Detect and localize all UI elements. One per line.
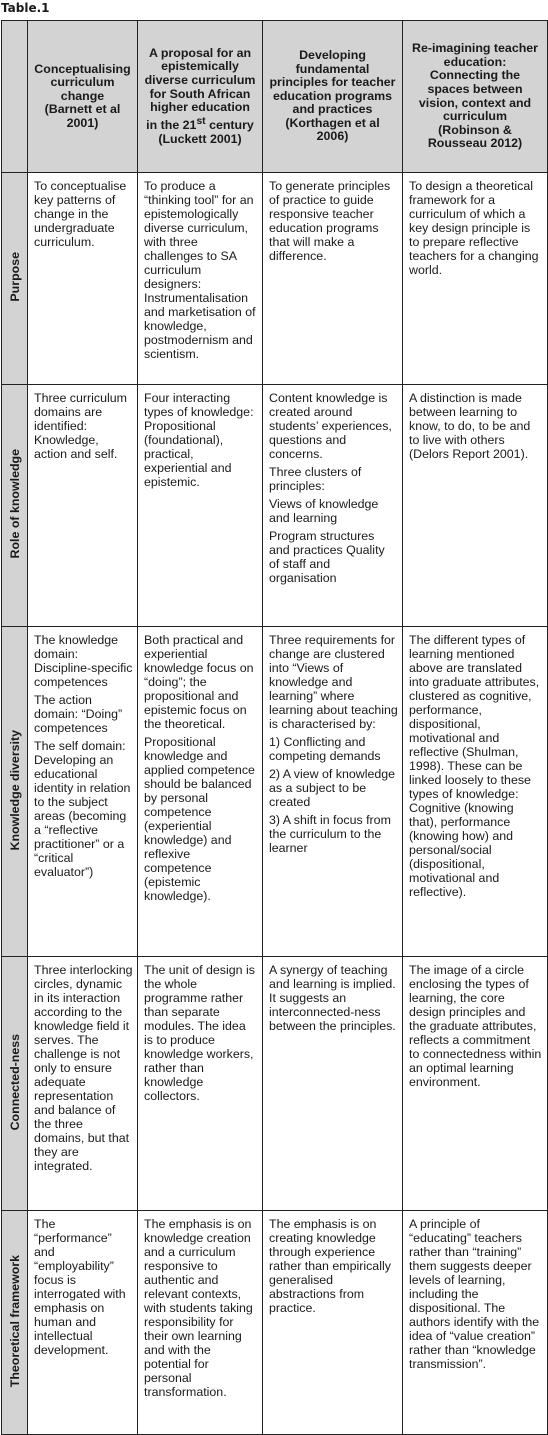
- table-cell: [403, 173, 548, 385]
- table-row: [2, 385, 548, 627]
- table-cell: [138, 173, 263, 385]
- cell-paragraph: To conceptualise key patterns of change in the undergraduate curriculum.: [34, 179, 127, 249]
- cell-paragraph: Three requirements for change are clustered into “Views of knowledge and learning” where learning about teaching is characterised by:: [269, 633, 398, 731]
- table-row: [2, 627, 548, 957]
- column-citation: (Korthagen et al 2006): [285, 115, 380, 144]
- row-header: [2, 385, 28, 627]
- table-cell: [138, 957, 263, 1211]
- cell-paragraph: Program structures and practices Quality of staff and organisation: [269, 529, 385, 585]
- cell-paragraph: To design a theoretical framework for a curriculum of which a key design principle is to prepare reflective teachers for a changing world.: [409, 179, 539, 277]
- column-title: A proposal for an epistemically diverse curriculum for South African higher education in the 21st century: [144, 45, 256, 132]
- column-title: Re-imagining teacher education: Connecting the spaces between vision, context and curriculum: [412, 41, 538, 124]
- cell-paragraph: Both practical and experiential knowledge focus on “doing”; the propositional and epistemic focus on the theoretical.: [144, 633, 254, 731]
- cell-paragraph: The emphasis is on knowledge creation and a curriculum responsive to authentic and relevant contexts, with students taking responsibility for their own learning and with the potential for personal transformation.: [144, 1217, 253, 1399]
- row-label: Role of knowledge: [7, 449, 22, 559]
- table-cell: [28, 173, 138, 385]
- cell-paragraph: The unit of design is the whole programme rather than separate modules. The idea is to produce knowledge workers, rather than knowledge collectors.: [144, 963, 255, 1103]
- column-title: Developing fundamental principles for teacher education programs and practices: [269, 47, 396, 117]
- table-cell: [28, 627, 138, 957]
- table-cell: [403, 957, 548, 1211]
- table-cell: [263, 957, 403, 1211]
- cell-paragraph: The image of a circle enclosing the types of learning, the core design principles and the graduate attributes, reflects a commitment to connectedness within an optimal learning environment.: [409, 963, 542, 1089]
- column-header: [263, 21, 403, 173]
- cell-paragraph: Propositional knowledge and applied competence should be balanced by personal competence (experiential knowledge) and reflexive competence (epistemic knowledge).: [144, 735, 255, 903]
- cell-paragraph: 3) A shift in focus from the curriculum to the learner: [269, 813, 391, 855]
- cell-paragraph: Three clusters of principles:: [269, 465, 362, 493]
- column-header: [403, 21, 548, 173]
- cell-paragraph: 2) A view of knowledge as a subject to be created: [269, 767, 396, 809]
- comparison-table: [1, 20, 548, 1435]
- table-cell: [263, 1211, 403, 1435]
- cell-paragraph: Three curriculum domains are identified: Knowledge, action and self.: [34, 391, 127, 461]
- corner-cell: [2, 21, 28, 173]
- table-row: [2, 957, 548, 1211]
- table-body: [2, 173, 548, 1435]
- table-cell: [403, 627, 548, 957]
- cell-paragraph: A principle of “educating” teachers rather than “training” them suggests deeper levels of learning, including the dispositional. The authors identify with the idea of “value creation” rather than “knowledge transmission”.: [409, 1217, 540, 1371]
- column-citation: (Barnett et al 2001): [44, 102, 121, 130]
- table-cell: [263, 173, 403, 385]
- table-cell: [28, 1211, 138, 1435]
- cell-paragraph: Content knowledge is created around students’ experiences, questions and concerns.: [269, 391, 392, 461]
- cell-paragraph: To generate principles of practice to guide responsive teacher education programs that will make a difference.: [269, 179, 391, 263]
- header-row: [2, 21, 548, 173]
- cell-paragraph: The different types of learning mentioned above are translated into graduate attributes, clustered as cognitive, performance, dispositional, motivational and reflective (Shulman, 1998). These can be linked loosely to these types of knowledge: Cognitive (knowing that), performance (knowing how) and personal/social (dispositional, motivational and reflective).: [409, 633, 540, 899]
- table-cell: [138, 1211, 263, 1435]
- row-label: Theoretical framework: [7, 1254, 22, 1388]
- column-citation: (Luckett 2001): [158, 131, 242, 146]
- cell-paragraph: Three interlocking circles, dynamic in its interaction according to the knowledge field it serves. The challenge is not only to ensure adequate representation and balance of the three domains, but that they are integrated.: [34, 963, 133, 1173]
- column-header: [138, 21, 263, 173]
- table-row: [2, 1211, 548, 1435]
- table-cell: [138, 385, 263, 627]
- row-header: [2, 957, 28, 1211]
- row-label: Connected-ness: [7, 1033, 22, 1131]
- table-title: Table.1: [1, 1, 50, 15]
- row-header: [2, 173, 28, 385]
- cell-paragraph: Four interacting types of knowledge: Propositional (foundational), practical, experiential and epistemic.: [144, 391, 254, 489]
- column-title: Conceptualising curriculum change: [34, 61, 131, 103]
- cell-paragraph: The action domain: “Doing” competences: [34, 693, 123, 735]
- table-cell: [403, 1211, 548, 1435]
- row-header: [2, 627, 28, 957]
- row-label: Knowledge diversity: [7, 729, 22, 851]
- cell-paragraph: A synergy of teaching and learning is implied. It suggests an interconnected-ness between the principles.: [269, 963, 396, 1033]
- table-cell: [138, 627, 263, 957]
- table-row: [2, 173, 548, 385]
- cell-paragraph: The self domain: Developing an educational identity in relation to the subject areas (becoming a “reflective practitioner” or a “critical evaluator”): [34, 739, 131, 879]
- cell-paragraph: The “performance” and “employability” focus is interrogated with emphasis on human and intellectual development.: [34, 1217, 126, 1357]
- column-citation: (Robinson & Rousseau 2012): [427, 122, 523, 151]
- column-header: [28, 21, 138, 173]
- table-cell: [403, 385, 548, 627]
- row-header: [2, 1211, 28, 1435]
- cell-paragraph: A distinction is made between learning to know, to do, to be and to live with others (Delors Report 2001).: [409, 391, 531, 461]
- table-cell: [263, 627, 403, 957]
- cell-paragraph: To produce a “thinking tool” for an epistemologically diverse curriculum, with three challenges to SA curriculum designers: Instrumentalisation and marketisation of knowledge, postmodernism and scientism.: [144, 179, 256, 361]
- table-cell: [28, 957, 138, 1211]
- cell-paragraph: 1) Conflicting and competing demands: [269, 735, 381, 763]
- row-label: Purpose: [7, 252, 22, 302]
- table-cell: [263, 385, 403, 627]
- table-cell: [28, 385, 138, 627]
- cell-paragraph: Views of knowledge and learning: [269, 497, 379, 525]
- cell-paragraph: The knowledge domain: Discipline-specific competences: [34, 633, 133, 689]
- cell-paragraph: The emphasis is on creating knowledge through experience rather than empirically generalised abstractions from practice.: [269, 1217, 391, 1315]
